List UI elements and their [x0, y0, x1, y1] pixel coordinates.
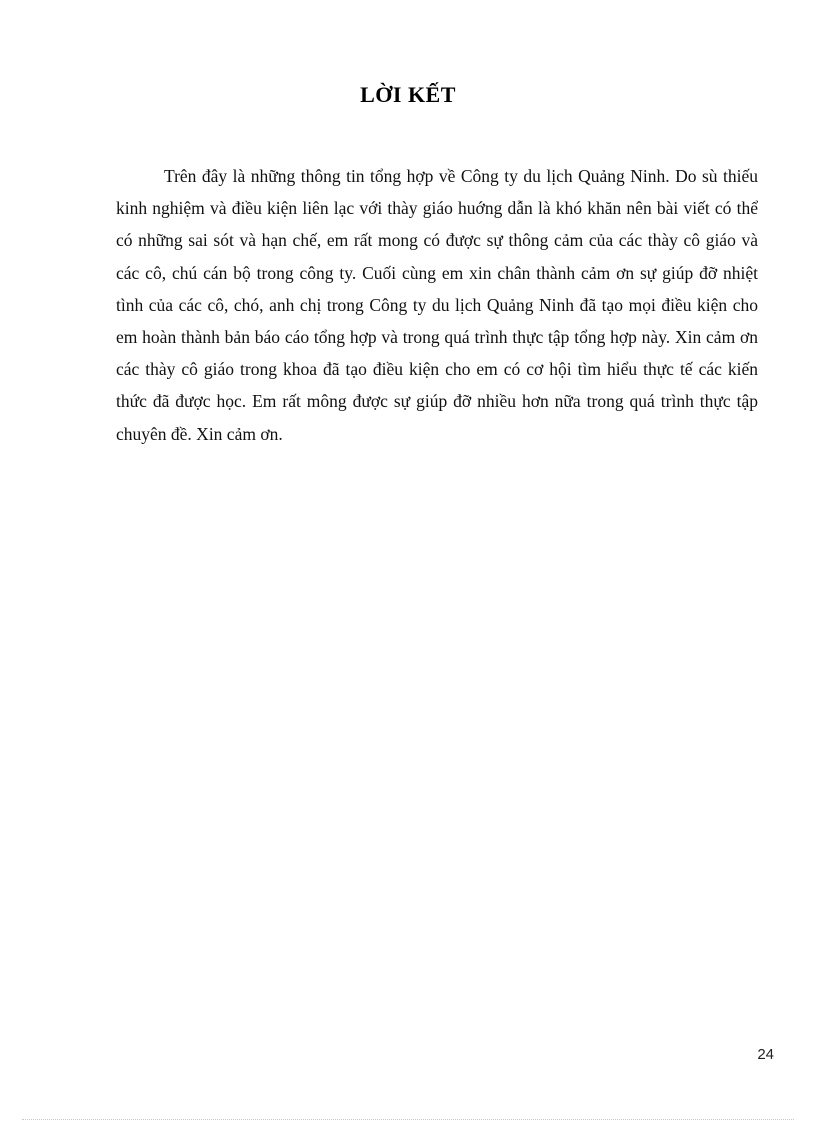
page-bottom-divider: [22, 1119, 794, 1120]
page-number: 24: [757, 1046, 774, 1063]
page-title: LỜI KẾT: [360, 82, 456, 107]
body-paragraph: Trên đây là những thông tin tổng hợp về Công ty du lịch Quảng Ninh. Do sù thiếu kinh nghiệm và điều kiện liên lạc với thày giáo huớng dẫn là khó khăn nên bài viết có thể có những sai sót và hạn chế, em rất mong có được sự thông cảm của các thày cô giáo và các cô, chú cán bộ trong công ty. Cuối cùng em xin chân thành cảm ơn sự giúp đỡ nhiệt tình của các cô, chó, anh chị trong Công ty du lịch Quảng Ninh đã tạo mọi điều kiện cho em hoàn thành bản báo cáo tổng hợp và trong quá trình thực tập tổng hợp này. Xin cảm ơn các thày cô giáo trong khoa đã tạo điều kiện cho em có cơ hội tìm hiểu thực tế các kiến thức đã được học. Em rất mông được sự giúp đỡ nhiều hơn nữa trong quá trình thực tập chuyên đề. Xin cảm ơn.: [116, 166, 758, 444]
